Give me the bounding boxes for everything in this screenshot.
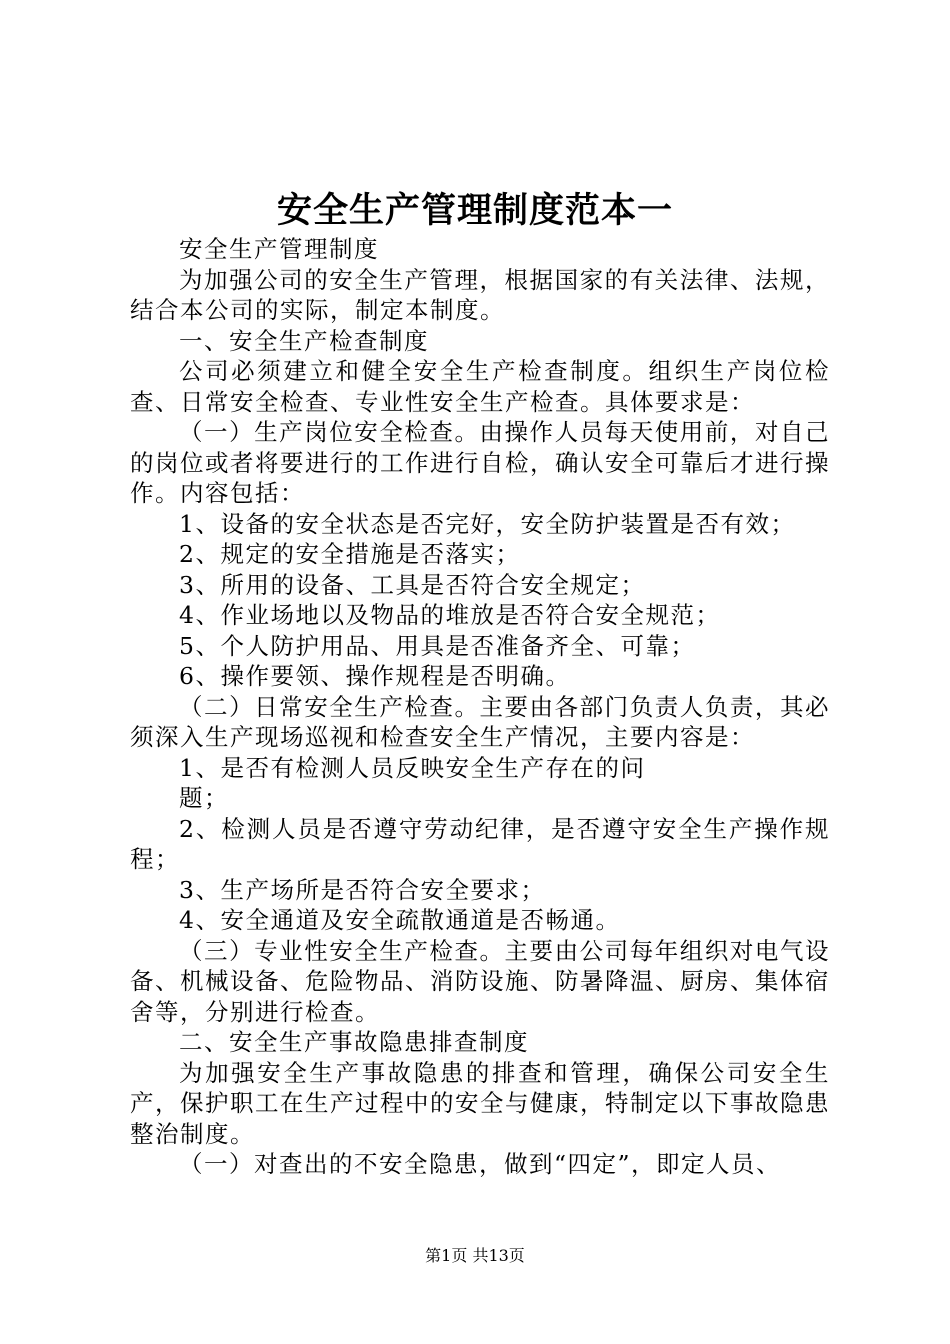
list-item: 6、操作要领、操作规程是否明确。 [179, 662, 571, 690]
list-item: 1、是否有检测人员反映安全生产存在的问 [179, 753, 646, 782]
section-heading: 一、安全生产检查制度 [179, 326, 429, 355]
section-heading: 二、安全生产事故隐患排查制度 [179, 1028, 529, 1056]
list-item: 3、生产场所是否符合安全要求； [179, 875, 546, 904]
document-title: 安全生产管理制度范本一 [276, 190, 673, 231]
paragraph: 为加强安全生产事故隐患的排查和管理，确保公司安全生产，保护职工在生产过程中的安全与健康，特制定以下事故隐患整治制度。 [130, 1058, 830, 1148]
paragraph: 安全生产管理制度 [179, 235, 379, 263]
paragraph: （二）日常安全生产检查。主要由各部门负责人负责，其必须深入生产现场巡视和检查安全生产情况，主要内容是： [130, 692, 830, 751]
list-item-continuation: 题； [179, 784, 229, 812]
list-item: 4、安全通道及安全疏散通道是否畅通。 [179, 906, 621, 934]
list-item: 4、作业场地以及物品的堆放是否符合安全规范； [179, 601, 721, 629]
list-item: 3、所用的设备、工具是否符合安全规定； [179, 570, 646, 599]
paragraph: （三）专业性安全生产检查。主要由公司每年组织对电气设备、机械设备、危险物品、消防设施、防暑降温、厨房、集体宿舍等，分别进行检查。 [130, 936, 830, 1026]
list-item: 2、规定的安全措施是否落实； [179, 540, 521, 568]
page-footer: 第1页 共13页 [425, 1246, 525, 1265]
list-item: 5、个人防护用品、用具是否准备齐全、可靠； [179, 631, 696, 660]
document-body [130, 234, 830, 1180]
paragraph: 为加强公司的安全生产管理，根据国家的有关法律、法规，结合本公司的实际，制定本制度。 [130, 265, 830, 324]
list-item: 1、设备的安全状态是否完好，安全防护装置是否有效； [179, 509, 796, 538]
list-item: 2、检测人员是否遵守劳动纪律，是否遵守安全生产操作规程； [130, 814, 830, 873]
paragraph: （一）对查出的不安全隐患，做到“四定”，即定人员、 [179, 1150, 782, 1178]
paragraph: （一）生产岗位安全检查。由操作人员每天使用前，对自己的岗位或者将要进行的工作进行自检，确认安全可靠后才进行操作。内容包括： [130, 418, 830, 507]
paragraph: 公司必须建立和健全安全生产检查制度。组织生产岗位检查、日常安全检查、专业性安全生产检查。具体要求是： [130, 357, 830, 416]
